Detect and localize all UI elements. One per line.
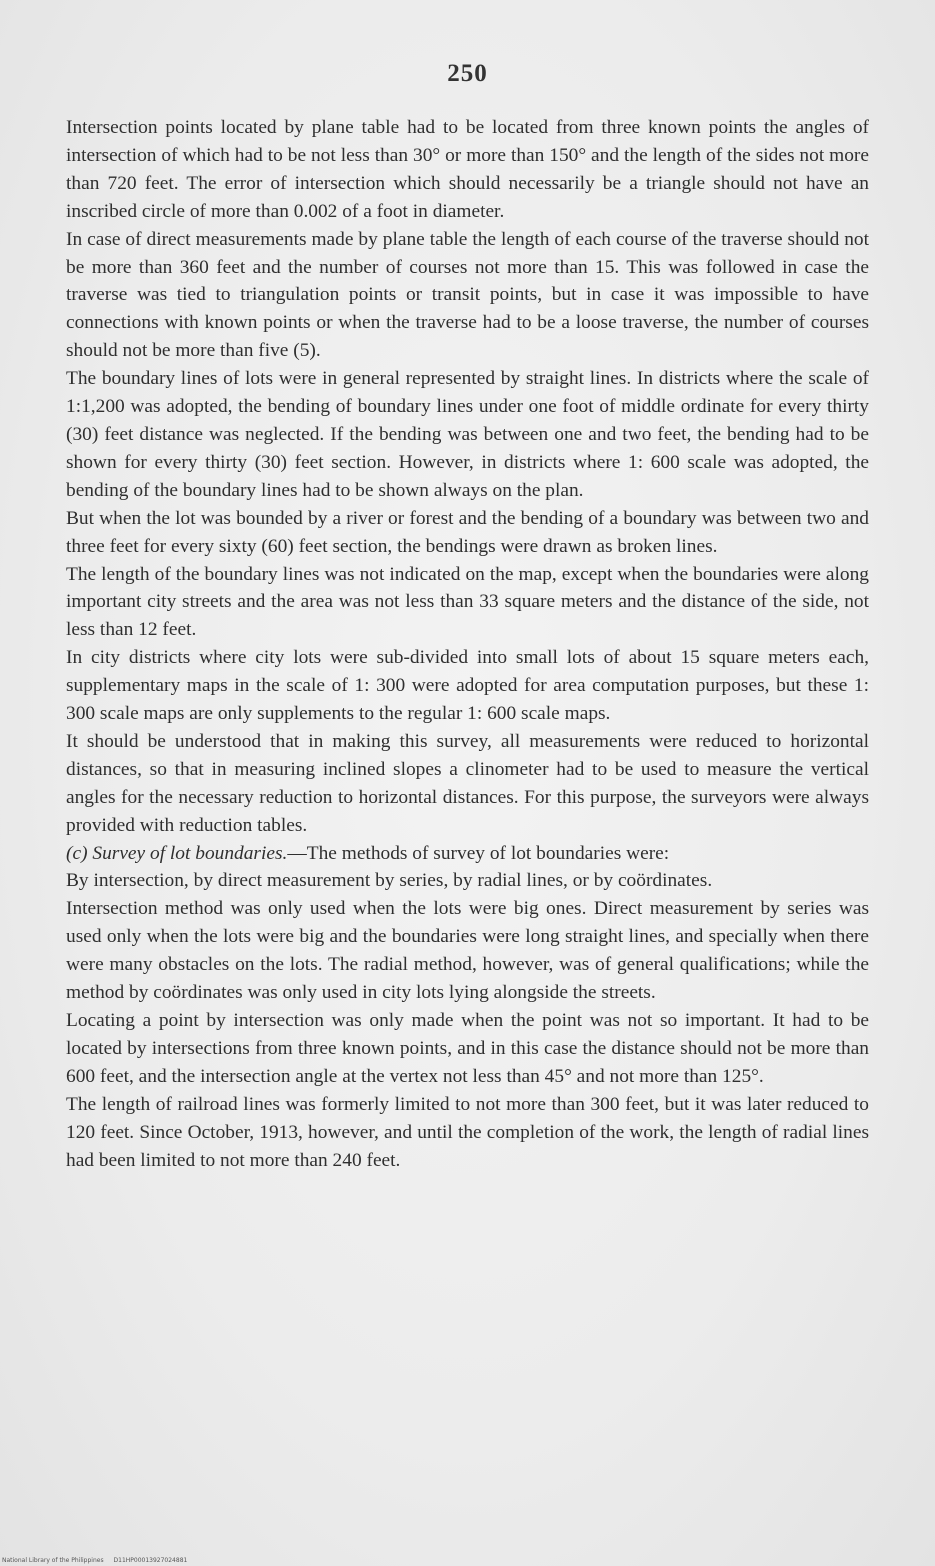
section-marker: (c) <box>66 842 88 864</box>
paragraph: In case of direct measurements made by plane table the length of each course of the traverse should not be more than 360 feet and the number of courses not more than 15. This was followed in case the traverse was tied to triangulation points or transit points, but in case it was impossible to have connections with known points or when the traverse had to be a loose traverse, the number of courses should not be more than five (5). <box>66 228 869 362</box>
section-heading: Survey of lot boundaries. <box>92 842 288 864</box>
paragraph: The boundary lines of lots were in general represented by straight lines. In districts where the scale of 1:1,200 was adopted, the bending of boundary lines under one foot of middle ordinate for every thirty (30) feet distance was neglected. If the bending was between one and two feet, the bending had to be shown for every thirty (30) feet section. However, in districts where 1: 600 scale was adopted, the bending of the boundary lines had to be shown always on the plan. <box>66 368 869 501</box>
scan-footer <box>2 1557 195 1564</box>
paragraph: Intersection method was only used when the lots were big ones. Direct measurement by series was used only when the lots were big and the boundaries were long straight lines, and specially when there were many obstacles on the lots. The radial method, however, was of general qualifications; while the method by coördinates was only used in city lots lying alongside the streets. <box>66 898 869 1004</box>
paragraph: The length of the boundary lines was not indicated on the map, except when the boundaries were along important city streets and the area was not less than 33 square meters and the distance of the side, not less than 12 feet. <box>66 563 869 641</box>
footer-library: National Library of the Philippines <box>2 1557 104 1564</box>
paragraph: Locating a point by intersection was only made when the point was not so important. It had to be located by intersections from three known points, and in this case the distance should not be more than 600 feet, and the intersection angle at the vertex not less than 45° and not more than 125°. <box>66 1010 869 1087</box>
paragraph: In city districts where city lots were sub-divided into small lots of about 15 square meters each, supplementary maps in the scale of 1: 300 were adopted for area computation purposes, but these 1: 300 scale maps are only supplements to the regular 1: 600 scale maps. <box>66 647 869 725</box>
paragraph: It should be understood that in making this survey, all measurements were reduced to horizontal distances, so that in measuring inclined slopes a clinometer had to be used to measure the vertical angles for the necessary reduction to horizontal distances. For this purpose, the surveyors were always provided with reduction tables. <box>66 730 869 836</box>
paragraph: By intersection, by direct measurement by series, by radial lines, or by coördinates. <box>66 870 713 892</box>
footer-identifier: D11HP00013927024881 <box>113 1557 188 1564</box>
paragraph: Intersection points located by plane table had to be located from three known points the angles of intersection of which had to be not less than 30° or more than 150° and the length of the sides not more than 720 feet. The error of intersection which should necessarily be a triangle should not have an inscribed circle of more than 0.002 of a foot in diameter. <box>66 117 869 222</box>
section-paragraph <box>66 840 869 868</box>
section-text: —The methods of survey of lot boundaries were: <box>287 842 670 864</box>
page-number: 250 <box>447 60 488 87</box>
body-text <box>66 114 869 1174</box>
paragraph: The length of railroad lines was formerly limited to not more than 300 feet, but it was later reduced to 120 feet. Since October, 1913, however, and until the completion of the work, the length of radial lines had been limited to not more than 240 feet. <box>66 1093 869 1171</box>
paragraph: But when the lot was bounded by a river or forest and the bending of a boundary was between two and three feet for every sixty (60) feet section, the bendings were drawn as broken lines. <box>66 507 869 557</box>
